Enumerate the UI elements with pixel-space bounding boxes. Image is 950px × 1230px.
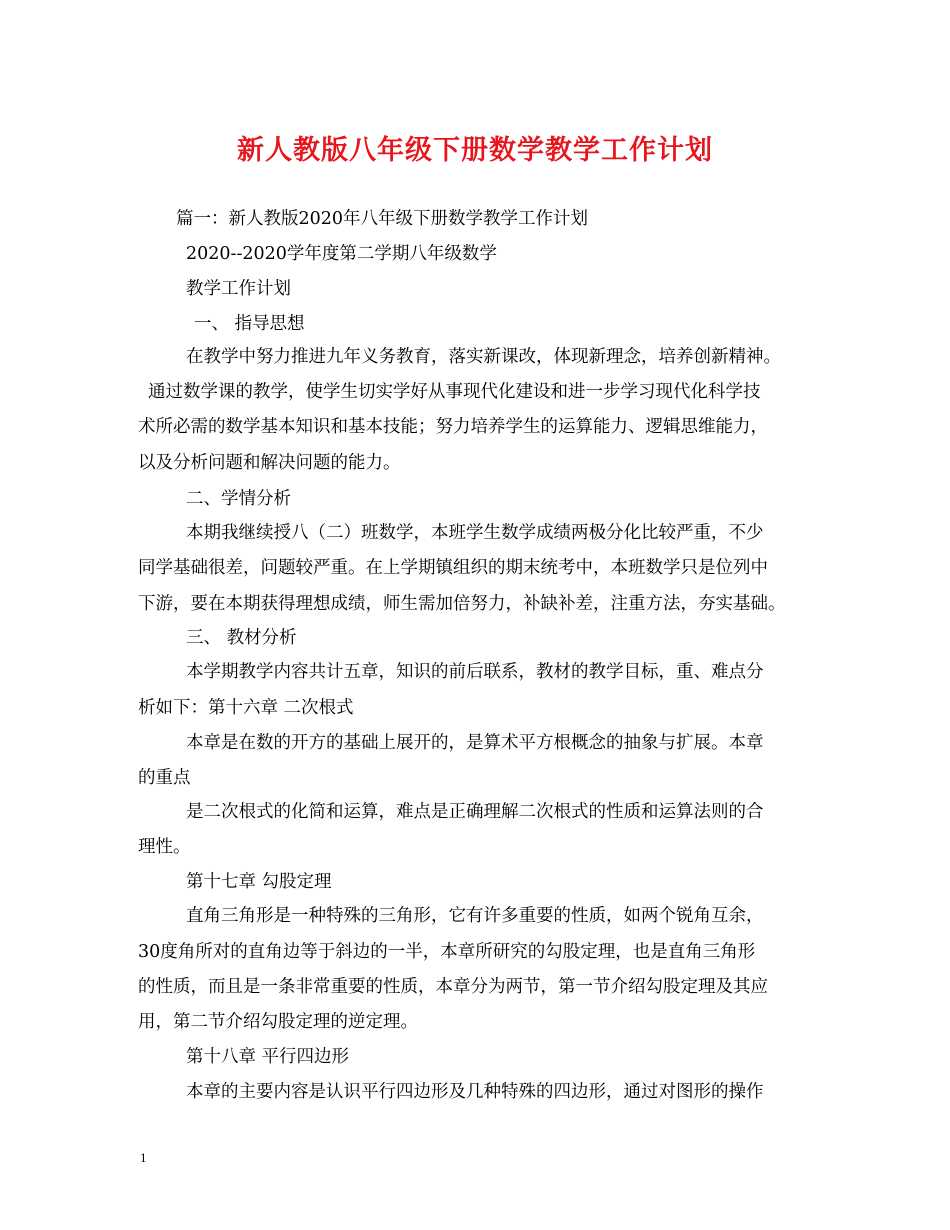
text-line: 30度角所对的直角边等于斜边的一半，本章所研究的勾股定理，也是直角三角形 <box>138 942 756 962</box>
text-line: 在教学中努力推进九年义务教育，落实新课改，体现新理念，培养创新精神。 <box>186 347 781 367</box>
text-line: 2020--2020学年度第二学期八年级数学 <box>186 244 497 264</box>
text-line: 本学期教学内容共计五章，知识的前后联系，教材的教学目标，重、难点分 <box>186 662 764 682</box>
text-line: 析如下：第十六章 二次根式 <box>138 698 354 718</box>
text-line: 理性。 <box>138 837 191 857</box>
text-line: 以及分析问题和解决问题的能力。 <box>138 453 401 473</box>
section-heading: 一、 指导思想 <box>194 314 305 334</box>
text-line: 通过数学课的教学，使学生切实学好从事现代化建设和进一步学习现代化科学技 <box>148 382 761 402</box>
document-title: 新人教版八年级下册数学教学工作计划 <box>237 135 713 166</box>
chapter-heading: 第十七章 勾股定理 <box>186 872 332 892</box>
text-line: 是二次根式的化简和运算，难点是正确理解二次根式的性质和运算法则的合 <box>186 802 764 822</box>
section-heading: 二、学情分析 <box>186 489 291 509</box>
text-line: 本期我继续授八（二）班数学，本班学生数学成绩两极分化比较严重，不少 <box>186 523 764 543</box>
text-line: 本章是在数的开方的基础上展开的，是算术平方根概念的抽象与扩展。本章 <box>186 733 764 753</box>
text-line: 的重点 <box>138 768 191 788</box>
text-line: 用，第二节介绍勾股定理的逆定理。 <box>138 1012 418 1032</box>
text-line: 术所必需的数学基本知识和基本技能；努力培养学生的运算能力、逻辑思维能力， <box>138 417 768 437</box>
text-line: 教学工作计划 <box>186 279 291 299</box>
page-number: 1 <box>140 1150 147 1165</box>
text-line: 篇一：新人教版2020年八年级下册数学教学工作计划 <box>176 209 589 229</box>
text-line: 同学基础很差，问题较严重。在上学期镇组织的期末统考中，本班数学只是位列中 <box>138 558 768 578</box>
section-heading: 三、 教材分析 <box>186 628 297 648</box>
chapter-heading: 第十八章 平行四边形 <box>186 1047 350 1067</box>
text-line: 的性质，而且是一条非常重要的性质，本章分为两节，第一节介绍勾股定理及其应 <box>138 977 768 997</box>
text-line: 直角三角形是一种特殊的三角形，它有许多重要的性质，如两个锐角互余， <box>186 906 764 926</box>
text-line: 下游，要在本期获得理想成绩，师生需加倍努力，补缺补差，注重方法，夯实基础。 <box>138 594 786 614</box>
text-line: 本章的主要内容是认识平行四边形及几种特殊的四边形，通过对图形的操作 <box>186 1082 764 1102</box>
